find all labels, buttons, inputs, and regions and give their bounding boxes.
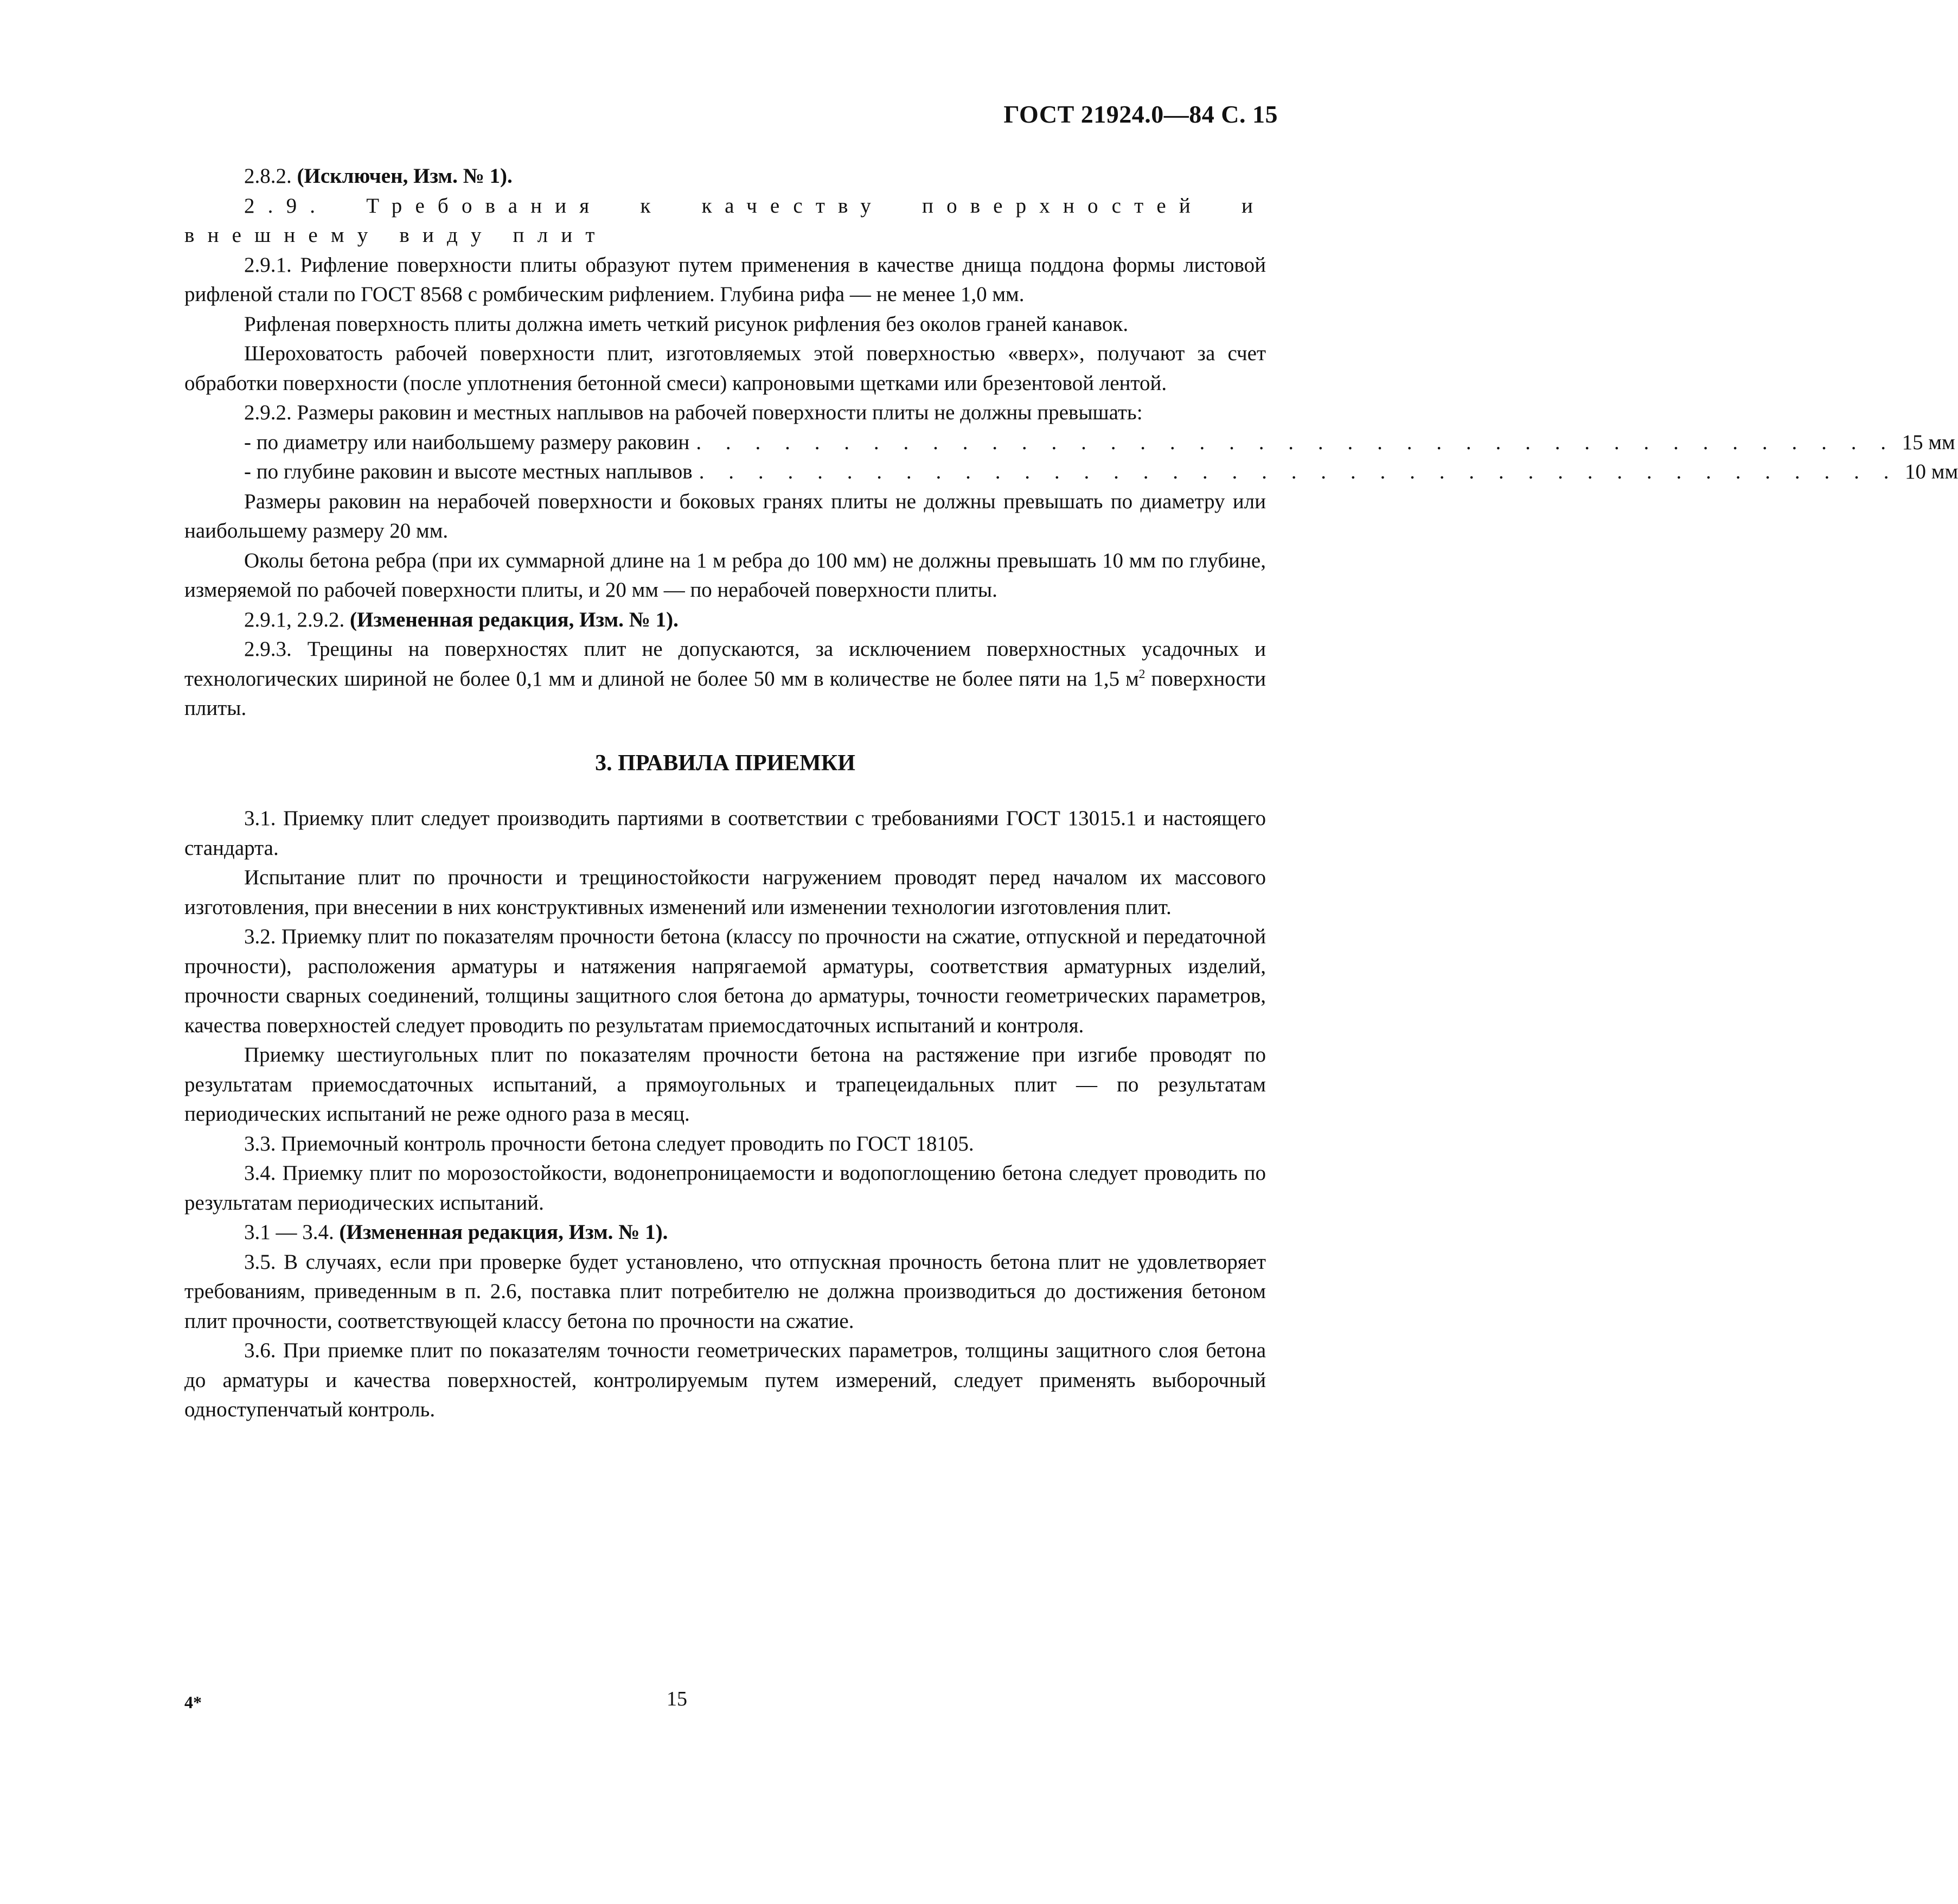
leader-dots: . . . . . . . . . . . . . . . . . . . . . . . . . . . . . . . . . . . . . . . . . (699, 460, 1899, 483)
list-item-depth (184, 457, 1958, 487)
amendment-note: (Исключен, Изм. № 1). (297, 164, 513, 188)
paragraph-3-3: 3.3. Приемочный контроль прочности бетона следует проводить по ГОСТ 18105. (244, 1132, 974, 1155)
paragraph-text: 2.9.3. Трещины на поверхностях плит не допускаются, за исключением поверхностных усадочных и технологических шириной не более 0,1 мм и длиной не более 50 мм в количестве не более пяти на 1,5 м (184, 637, 1266, 691)
footer-mark: 4* (184, 1692, 202, 1712)
document-body (184, 162, 1958, 1425)
paragraph-2-9-1-2-9-2 (184, 605, 1266, 635)
paragraph-edge-chips: Околы бетона ребра (при их суммарной длине на 1 м ребра до 100 мм) не должны превышать 10 мм по глубине, измеряемой по рабочей поверхности плиты, и 20 мм — по нерабочей поверхности плиты. (184, 548, 1266, 602)
paragraph-2-9-2: 2.9.2. Размеры раковин и местных наплывов на рабочей поверхности плиты не должны превышать: (244, 401, 1143, 424)
page-header: ГОСТ 21924.0—84 С. 15 (1003, 100, 1278, 128)
page-number: 15 (667, 1688, 687, 1710)
paragraph-3-2: 3.2. Приемку плит по показателям прочности бетона (классу по прочности на сжатие, отпускной и передаточной прочности), расположения арматуры и натяжения напрягаемой арматуры, соответствия арматурных изделий, прочности сварных соединений, толщины защитного слоя бетона до арматуры, точности геометрических параметров, качества поверхностей следует проводить по результатам приемосдаточных испытаний и контроля. (184, 925, 1266, 1037)
list-item-value: 15 мм (1902, 430, 1955, 454)
clause-number: 2.9.1, 2.9.2. (244, 608, 345, 631)
paragraph-2-8-2 (184, 162, 1266, 191)
paragraph-3-4: 3.4. Приемку плит по морозостойкости, водонепроницаемости и водопоглощению бетона следует проводить по результатам периодических испытаний. (184, 1161, 1266, 1215)
list-item-label: - по диаметру или наибольшему размеру раковин (244, 430, 690, 454)
paragraph-roughness: Шероховатость рабочей поверхности плит, изготовляемых этой поверхностью «вверх», получают за счет обработки поверхности (после уплотнения бетонной смеси) капроновыми щетками или брезентовой лентой. (184, 342, 1266, 395)
paragraph-3-6: 3.6. При приемке плит по показателям точности геометрических параметров, толщины защитного слоя бетона до арматуры и качества поверхностей, контролируемым путем измерений, следует применять выборочный одноступенчатый контроль. (184, 1339, 1266, 1421)
paragraph-non-working-surface: Размеры раковин на нерабочей поверхности и боковых гранях плиты не должны превышать по диаметру или наибольшему размеру 20 мм. (184, 489, 1266, 542)
paragraph-2-9-1: 2.9.1. Рифление поверхности плиты образуют путем применения в качестве днища поддона формы листовой рифленой стали по ГОСТ 8568 с ромбическим рифлением. Глубина рифа — не менее 1,0 мм. (184, 253, 1266, 306)
amendment-note: (Измененная редакция, Изм. № 1). (339, 1221, 668, 1244)
amendment-note: (Измененная редакция, Изм. № 1). (350, 608, 679, 631)
list-item-value: 10 мм (1905, 460, 1958, 483)
leader-dots: . . . . . . . . . . . . . . . . . . . . . . . . . . . . . . . . . . . . . . . . . (696, 430, 1896, 454)
paragraph-3-1-3-4 (184, 1218, 1266, 1248)
paragraph-3-1: 3.1. Приемку плит следует производить партиями в соответствии с требованиями ГОСТ 13015.1 и настоящего стандарта. (184, 807, 1266, 860)
paragraph-text-end: поверхности плиты. (184, 667, 1266, 720)
list-item-label: - по глубине раковин и высоте местных наплывов (244, 460, 693, 483)
paragraph-2-9-3 (184, 635, 1266, 724)
paragraph-ribbed-surface: Рифленая поверхность плиты должна иметь четкий рисунок рифления без околов граней канавок. (244, 312, 1129, 336)
list-item-diameter (184, 428, 1955, 458)
clause-number: 3.1 — 3.4. (244, 1221, 334, 1244)
paragraph-3-5: 3.5. В случаях, если при проверке будет установлено, что отпускная прочность бетона плит не удовлетворяет требованиям, приведенным в п. 2.6, поставка плит потребителю не должна производиться до достижения бетоном плит прочности, соответствующей классу бетона по прочности на сжатие. (184, 1250, 1266, 1333)
paragraph-hexagonal: Приемку шестиугольных плит по показателям прочности бетона на растяжение при изгибе проводят по результатам приемосдаточных испытаний, а прямоугольных и трапецеидальных плит — по результатам периодических испытаний не реже одного раза в месяц. (184, 1043, 1266, 1126)
superscript: 2 (1138, 667, 1146, 681)
clause-number: 2.8.2. (244, 164, 292, 188)
section-title: 3. ПРАВИЛА ПРИЕМКИ (595, 750, 855, 776)
heading-2-9: 2.9. Требования к качеству поверхностей и внешнему виду плит (184, 194, 1266, 247)
paragraph-testing: Испытание плит по прочности и трещиностойкости нагружением проводят перед началом их массового изготовления, при внесении в них конструктивных изменений или изменении технологии изготовления плит. (184, 866, 1266, 919)
